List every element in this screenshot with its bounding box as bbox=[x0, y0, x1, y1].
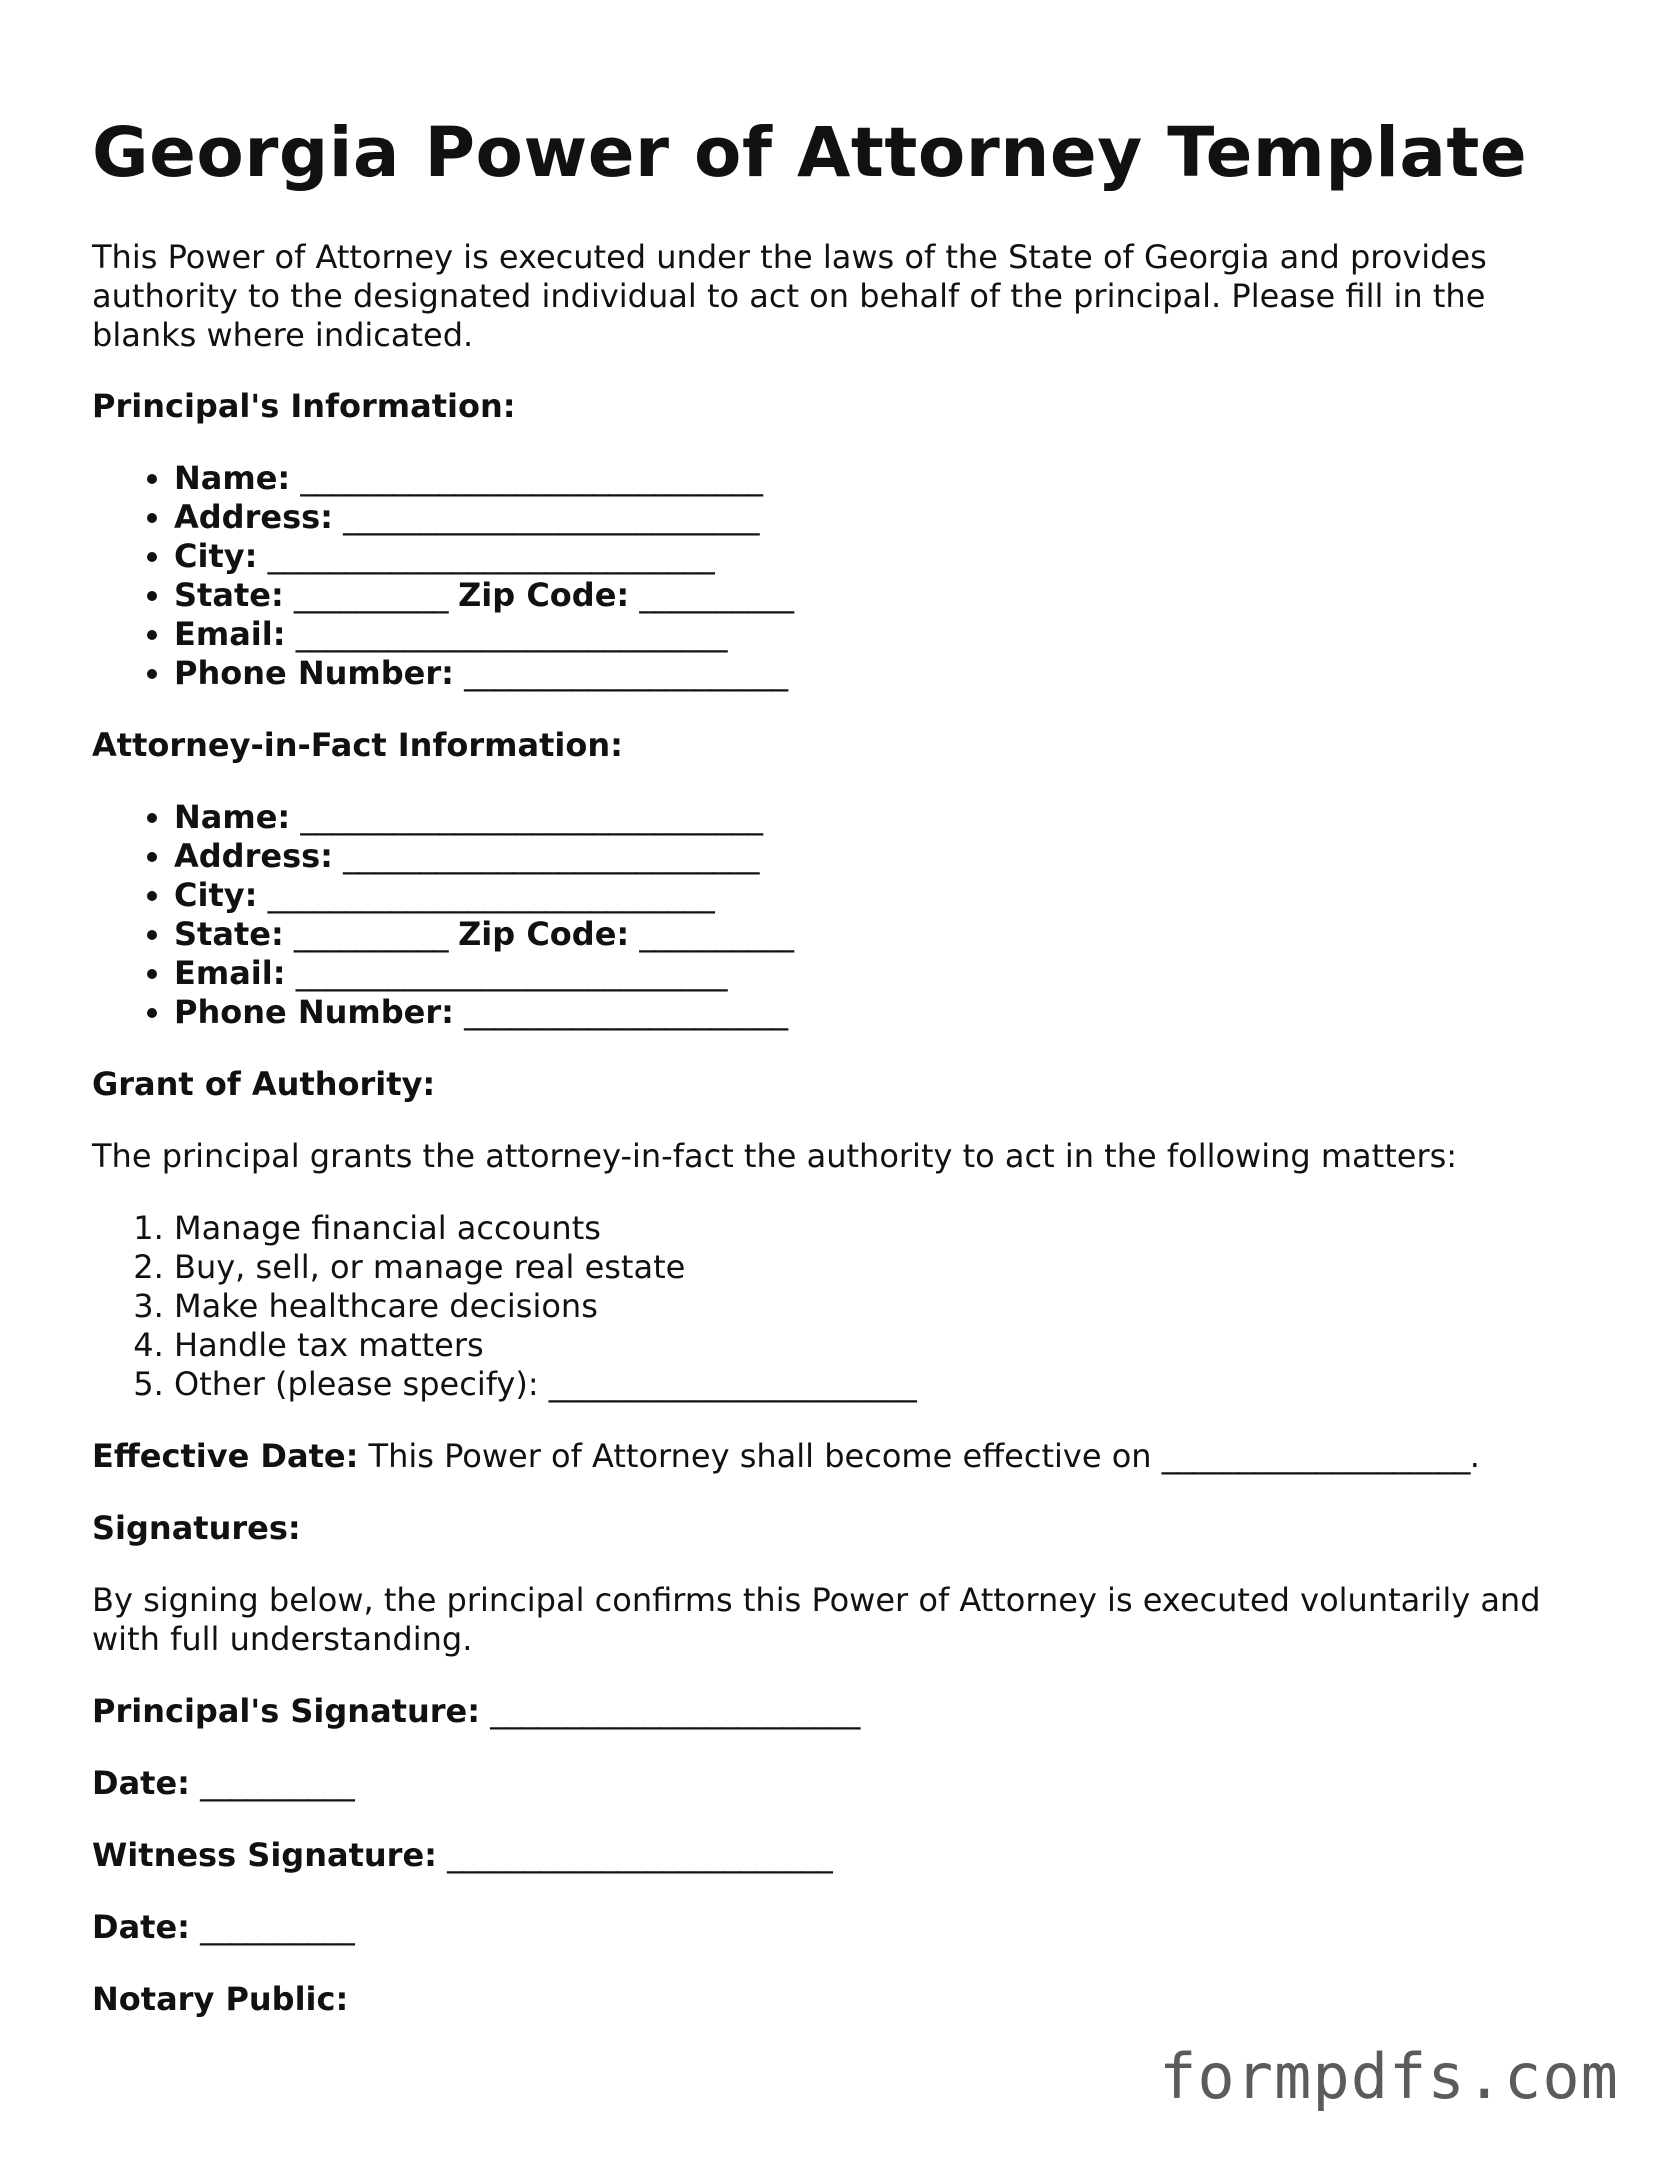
blank-line[interactable]: __________ bbox=[293, 915, 448, 953]
blank-line[interactable]: __________ bbox=[200, 1908, 355, 1946]
blank-line[interactable]: _____________________________ bbox=[267, 876, 715, 914]
blank-line[interactable]: ___________________________ bbox=[343, 837, 759, 875]
blank-line[interactable]: _________________________ bbox=[447, 1836, 833, 1874]
principal-state-zip-field[interactable] bbox=[174, 576, 1592, 615]
field-label: Zip Code: bbox=[458, 915, 630, 953]
field-label: Zip Code: bbox=[458, 576, 630, 614]
blank-line[interactable]: ____________________________ bbox=[295, 615, 727, 653]
principal-heading: Principal's Information: bbox=[92, 387, 516, 425]
field-label: State: bbox=[174, 576, 284, 614]
witness-signature-label: Witness Signature: bbox=[92, 1836, 437, 1874]
field-label: Address: bbox=[174, 837, 333, 875]
blank-line[interactable]: __________ bbox=[639, 915, 794, 953]
attorney-state-zip-field[interactable] bbox=[174, 915, 1592, 954]
attorney-city-field[interactable] bbox=[174, 876, 1592, 915]
blank-line[interactable]: __________ bbox=[639, 576, 794, 614]
authority-item: 3. Make healthcare decisions bbox=[174, 1287, 1592, 1326]
blank-line[interactable]: ____________________________ bbox=[295, 954, 727, 992]
witness-signature-line[interactable] bbox=[92, 1836, 1592, 1875]
authority-item: 2. Buy, sell, or manage real estate bbox=[174, 1248, 1592, 1287]
effective-date-end: . bbox=[1469, 1437, 1480, 1475]
authority-item-other[interactable]: 5. Other (please specify): _______________________ bbox=[174, 1365, 1592, 1404]
principal-email-field[interactable] bbox=[174, 615, 1592, 654]
attorney-phone-field[interactable] bbox=[174, 993, 1592, 1032]
witness-date-line[interactable] bbox=[92, 1908, 1592, 1947]
notary-public-label: Notary Public: bbox=[92, 1980, 349, 2018]
blank-line[interactable]: ______________________________ bbox=[300, 459, 763, 497]
attorney-fields-list bbox=[92, 798, 1592, 1032]
principal-signature-label: Principal's Signature: bbox=[92, 1692, 481, 1730]
field-label: Phone Number: bbox=[174, 654, 454, 692]
date-label: Date: bbox=[92, 1764, 190, 1802]
authority-heading: Grant of Authority: bbox=[92, 1065, 436, 1103]
blank-line[interactable]: _____________________ bbox=[464, 993, 788, 1031]
authority-list bbox=[92, 1209, 1592, 1404]
watermark: formpdfs.com bbox=[1159, 2040, 1619, 2113]
date-label: Date: bbox=[92, 1908, 190, 1946]
page-title: Georgia Power of Attorney Template bbox=[92, 113, 1528, 193]
principal-address-field[interactable] bbox=[174, 498, 1592, 537]
blank-line[interactable]: ________________________ bbox=[490, 1692, 860, 1730]
effective-date-paragraph bbox=[92, 1437, 1592, 1476]
attorney-email-field[interactable] bbox=[174, 954, 1592, 993]
authority-item: 4. Handle tax matters bbox=[174, 1326, 1592, 1365]
field-label: Name: bbox=[174, 798, 291, 836]
effective-date-text: This Power of Attorney shall become effective on bbox=[368, 1437, 1162, 1475]
blank-line[interactable]: ___________________________ bbox=[343, 498, 759, 536]
blank-line[interactable]: __________ bbox=[200, 1764, 355, 1802]
principal-signature-line[interactable] bbox=[92, 1692, 1592, 1731]
attorney-name-field[interactable] bbox=[174, 798, 1592, 837]
field-label: State: bbox=[174, 915, 284, 953]
blank-line[interactable]: ______________________________ bbox=[300, 798, 763, 836]
blank-line[interactable]: __________ bbox=[293, 576, 448, 614]
blank-line[interactable]: _____________________ bbox=[464, 654, 788, 692]
attorney-address-field[interactable] bbox=[174, 837, 1592, 876]
field-label: City: bbox=[174, 537, 258, 575]
field-label: Email: bbox=[174, 954, 286, 992]
signatures-text: By signing below, the principal confirms this Power of Attorney is executed voluntarily and with full understanding. bbox=[92, 1581, 1541, 1658]
attorney-heading: Attorney-in-Fact Information: bbox=[92, 726, 623, 764]
field-label: Email: bbox=[174, 615, 286, 653]
signatures-heading: Signatures: bbox=[92, 1509, 301, 1547]
field-label: City: bbox=[174, 876, 258, 914]
authority-item: 1. Manage financial accounts bbox=[174, 1209, 1592, 1248]
principal-name-field[interactable] bbox=[174, 459, 1592, 498]
principal-fields-list bbox=[92, 459, 1592, 693]
field-label: Name: bbox=[174, 459, 291, 497]
authority-intro: The principal grants the attorney-in-fact the authority to act in the following matters: bbox=[92, 1137, 1458, 1175]
field-label: Phone Number: bbox=[174, 993, 454, 1031]
document-page bbox=[92, 112, 1592, 2052]
blank-line[interactable]: _____________________________ bbox=[267, 537, 715, 575]
effective-date-label: Effective Date: bbox=[92, 1437, 359, 1475]
principal-city-field[interactable] bbox=[174, 537, 1592, 576]
principal-date-line[interactable] bbox=[92, 1764, 1592, 1803]
intro-paragraph: This Power of Attorney is executed under the laws of the State of Georgia and provides authority to the designated individual to act on behalf of the principal. Please fill in the blanks where indicated. bbox=[92, 238, 1487, 354]
field-label: Address: bbox=[174, 498, 333, 536]
effective-date-blank[interactable]: ____________________ bbox=[1161, 1437, 1470, 1475]
principal-phone-field[interactable] bbox=[174, 654, 1592, 693]
